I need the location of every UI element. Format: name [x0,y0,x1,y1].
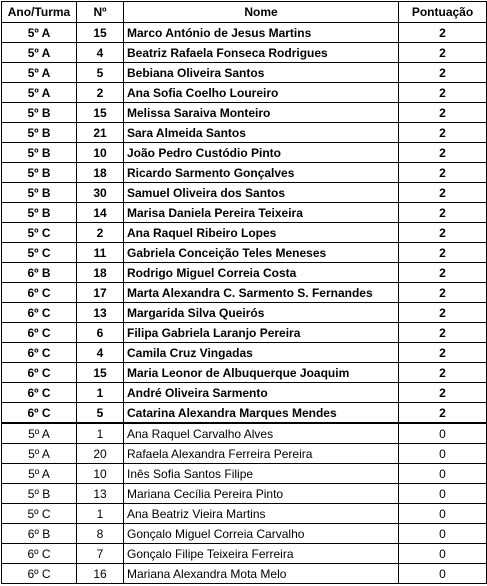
cell-numero: 13 [77,303,124,323]
cell-numero: 13 [77,484,124,504]
cell-pontuacao: 2 [399,263,487,283]
cell-pontuacao: 2 [399,123,487,143]
cell-nome: João Pedro Custódio Pinto [124,143,399,163]
header-pontuacao: Pontuação [399,2,487,23]
cell-pontuacao: 2 [399,103,487,123]
cell-numero: 15 [77,23,124,43]
cell-nome: Camila Cruz Vingadas [124,343,399,363]
table-row [2,323,487,343]
cell-nome: Gonçalo Miguel Correia Carvalho [124,524,399,544]
cell-nome: Ana Raquel Carvalho Alves [124,423,399,444]
cell-pontuacao: 2 [399,403,487,424]
table-body [2,23,487,584]
cell-numero: 30 [77,183,124,203]
cell-numero: 15 [77,363,124,383]
cell-nome: Catarina Alexandra Marques Mendes [124,403,399,424]
table-row [2,343,487,363]
cell-numero: 18 [77,263,124,283]
cell-nome: Sara Almeida Santos [124,123,399,143]
cell-ano-turma: 5º B [2,203,77,223]
cell-nome: Ricardo Sarmento Gonçalves [124,163,399,183]
table-row [2,464,487,484]
table-row [2,243,487,263]
cell-numero: 6 [77,323,124,343]
header-nome: Nome [124,2,399,23]
cell-numero: 2 [77,83,124,103]
table-row [2,444,487,464]
header-row [2,2,487,23]
cell-numero: 11 [77,243,124,263]
table-row [2,524,487,544]
cell-ano-turma: 5º A [2,83,77,103]
cell-ano-turma: 5º A [2,444,77,464]
table-row [2,163,487,183]
cell-numero: 10 [77,464,124,484]
cell-pontuacao: 0 [399,524,487,544]
cell-ano-turma: 6º C [2,564,77,584]
cell-ano-turma: 6º B [2,263,77,283]
cell-numero: 17 [77,283,124,303]
table-row [2,23,487,43]
cell-ano-turma: 5º B [2,183,77,203]
scores-table [1,1,487,584]
cell-nome: Inês Sofia Santos Filipe [124,464,399,484]
cell-pontuacao: 2 [399,283,487,303]
cell-nome: Margarida Silva Queirós [124,303,399,323]
cell-ano-turma: 6º C [2,283,77,303]
cell-ano-turma: 5º A [2,23,77,43]
cell-ano-turma: 5º C [2,223,77,243]
table-row [2,303,487,323]
cell-numero: 7 [77,544,124,564]
cell-pontuacao: 0 [399,544,487,564]
cell-pontuacao: 0 [399,504,487,524]
cell-nome: Gonçalo Filipe Teixeira Ferreira [124,544,399,564]
cell-pontuacao: 2 [399,83,487,103]
table-row [2,83,487,103]
cell-ano-turma: 5º A [2,423,77,444]
cell-nome: Ana Raquel Ribeiro Lopes [124,223,399,243]
table-row [2,383,487,403]
cell-numero: 14 [77,203,124,223]
cell-nome: Ana Beatriz Vieira Martins [124,504,399,524]
table-row [2,223,487,243]
cell-ano-turma: 5º B [2,103,77,123]
cell-nome: Rodrigo Miguel Correia Costa [124,263,399,283]
table-row [2,484,487,504]
cell-numero: 21 [77,123,124,143]
cell-pontuacao: 0 [399,423,487,444]
header-ano-turma: Ano/Turma [2,2,77,23]
cell-numero: 8 [77,524,124,544]
cell-numero: 15 [77,103,124,123]
cell-pontuacao: 2 [399,63,487,83]
cell-nome: Beatriz Rafaela Fonseca Rodrigues [124,43,399,63]
cell-numero: 5 [77,63,124,83]
cell-numero: 4 [77,43,124,63]
cell-numero: 1 [77,504,124,524]
table-row [2,283,487,303]
cell-pontuacao: 2 [399,23,487,43]
table-row [2,544,487,564]
cell-pontuacao: 2 [399,143,487,163]
cell-ano-turma: 5º C [2,243,77,263]
table-row [2,564,487,584]
cell-pontuacao: 2 [399,383,487,403]
table-row [2,183,487,203]
cell-pontuacao: 2 [399,323,487,343]
cell-ano-turma: 6º C [2,544,77,564]
cell-ano-turma: 6º C [2,303,77,323]
cell-nome: Rafaela Alexandra Ferreira Pereira [124,444,399,464]
cell-pontuacao: 0 [399,444,487,464]
cell-nome: Marisa Daniela Pereira Teixeira [124,203,399,223]
cell-nome: Marco António de Jesus Martins [124,23,399,43]
cell-numero: 20 [77,444,124,464]
cell-ano-turma: 5º A [2,464,77,484]
cell-nome: Gabriela Conceição Teles Meneses [124,243,399,263]
cell-ano-turma: 5º B [2,143,77,163]
cell-ano-turma: 5º B [2,484,77,504]
cell-ano-turma: 5º A [2,43,77,63]
table-row [2,263,487,283]
cell-numero: 4 [77,343,124,363]
cell-pontuacao: 2 [399,223,487,243]
cell-numero: 2 [77,223,124,243]
table-row [2,203,487,223]
cell-nome: André Oliveira Sarmento [124,383,399,403]
cell-nome: Ana Sofia Coelho Loureiro [124,83,399,103]
cell-pontuacao: 0 [399,464,487,484]
cell-pontuacao: 2 [399,43,487,63]
cell-pontuacao: 0 [399,564,487,584]
cell-pontuacao: 2 [399,303,487,323]
table-row [2,403,487,424]
table-row [2,363,487,383]
cell-nome: Marta Alexandra C. Sarmento S. Fernandes [124,283,399,303]
cell-nome: Mariana Cecília Pereira Pinto [124,484,399,504]
table-row [2,63,487,83]
cell-ano-turma: 6º C [2,363,77,383]
cell-pontuacao: 2 [399,163,487,183]
cell-nome: Filipa Gabriela Laranjo Pereira [124,323,399,343]
cell-pontuacao: 2 [399,243,487,263]
table-row [2,423,487,444]
cell-ano-turma: 6º C [2,323,77,343]
cell-nome: Mariana Alexandra Mota Melo [124,564,399,584]
cell-pontuacao: 2 [399,343,487,363]
cell-ano-turma: 5º B [2,123,77,143]
cell-ano-turma: 6º C [2,343,77,363]
table-row [2,43,487,63]
cell-numero: 5 [77,403,124,424]
cell-numero: 18 [77,163,124,183]
cell-ano-turma: 5º B [2,163,77,183]
cell-ano-turma: 5º A [2,63,77,83]
cell-ano-turma: 5º C [2,504,77,524]
cell-ano-turma: 6º C [2,403,77,424]
table-row [2,103,487,123]
cell-ano-turma: 6º C [2,383,77,403]
cell-pontuacao: 2 [399,363,487,383]
cell-numero: 16 [77,564,124,584]
cell-pontuacao: 2 [399,203,487,223]
cell-nome: Samuel Oliveira dos Santos [124,183,399,203]
cell-pontuacao: 2 [399,183,487,203]
header-numero: Nº [77,2,124,23]
cell-pontuacao: 0 [399,484,487,504]
cell-numero: 10 [77,143,124,163]
cell-nome: Maria Leonor de Albuquerque Joaquim [124,363,399,383]
cell-ano-turma: 6º B [2,524,77,544]
table-row [2,123,487,143]
cell-numero: 1 [77,383,124,403]
cell-numero: 1 [77,423,124,444]
table-row [2,504,487,524]
cell-nome: Bebiana Oliveira Santos [124,63,399,83]
cell-nome: Melissa Saraiva Monteiro [124,103,399,123]
table-row [2,143,487,163]
